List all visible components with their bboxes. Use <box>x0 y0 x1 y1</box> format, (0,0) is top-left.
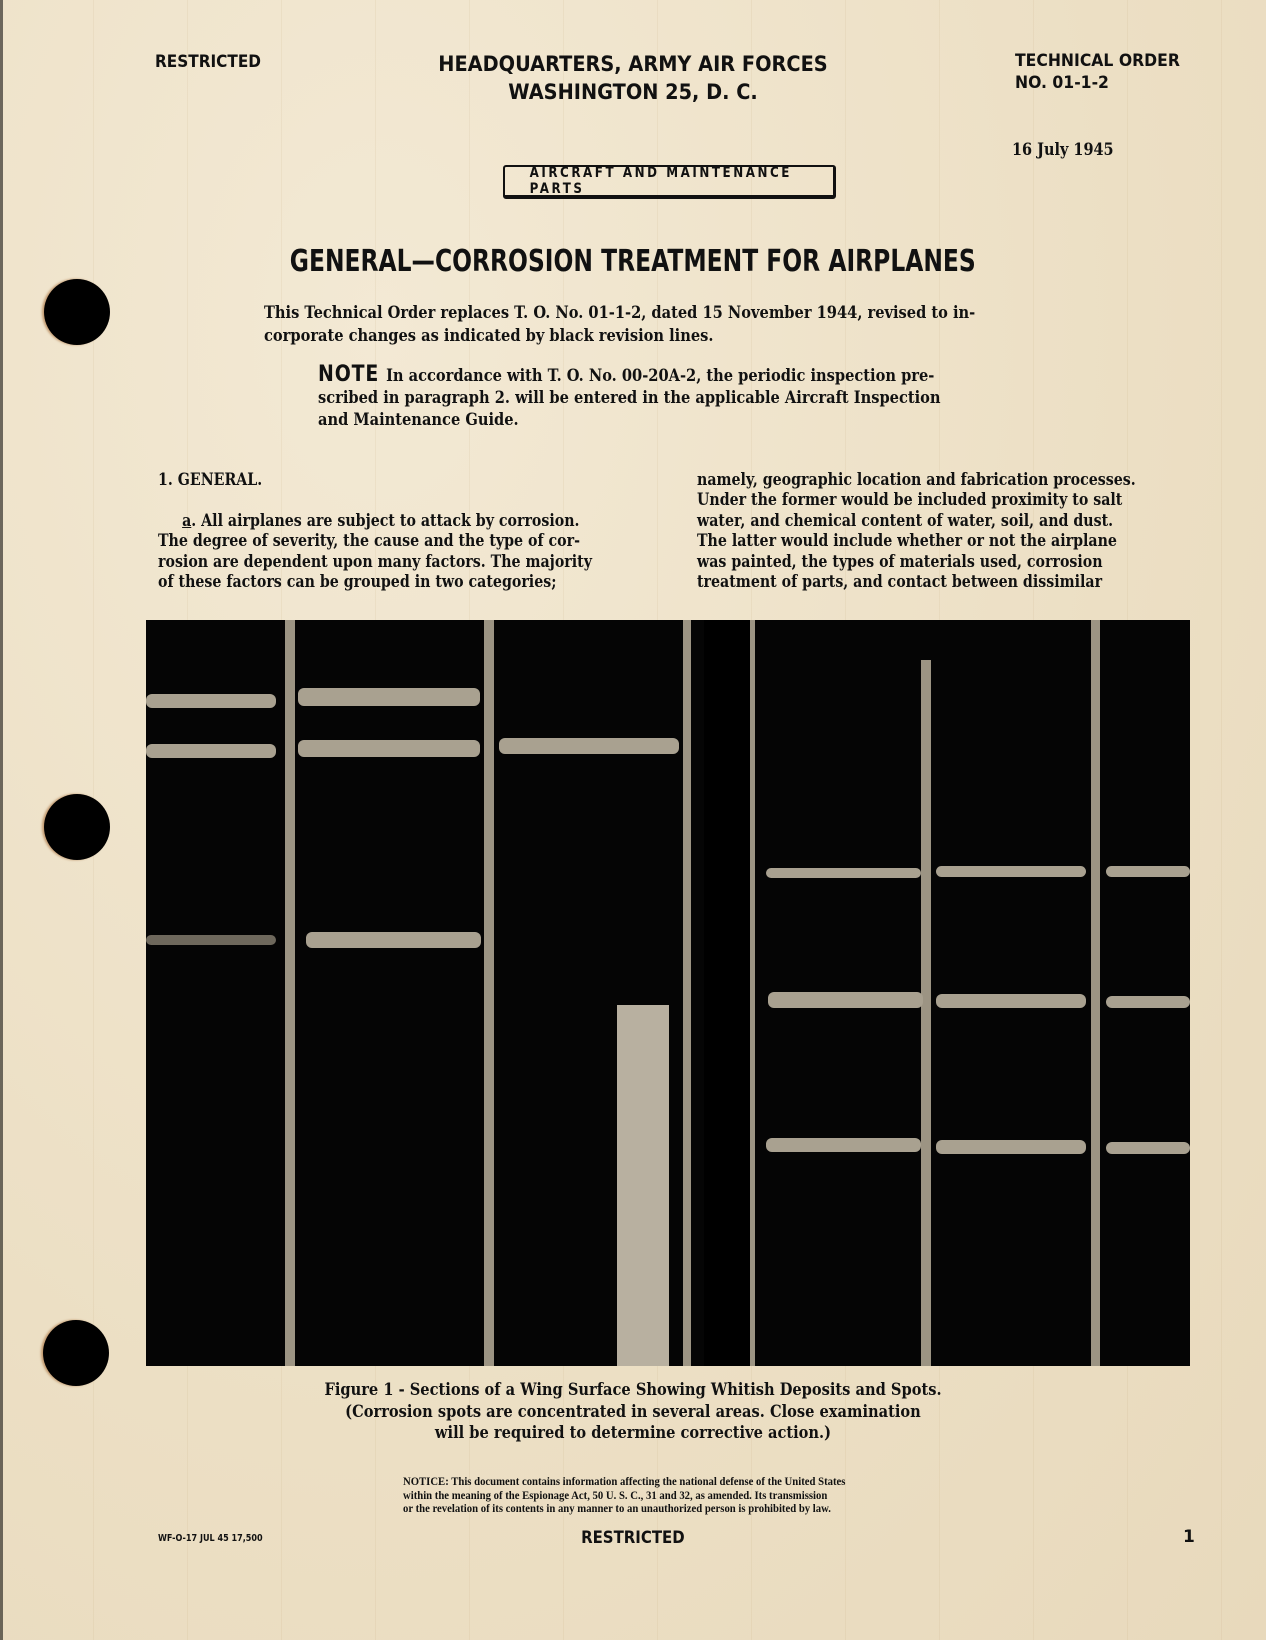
paragraph-a-line-1: a. All airplanes are subject to attack by corrosion. <box>182 510 580 530</box>
paragraph-marker: a <box>182 510 192 530</box>
figure-1-photo <box>146 620 1190 1366</box>
rib <box>146 694 276 708</box>
caption-line-2: (Corrosion spots are concentrated in several areas. Close examination <box>345 1401 921 1422</box>
classification-top: RESTRICTED <box>155 52 261 72</box>
intro-line-2: corporate changes as indicated by black revision lines. <box>264 326 714 346</box>
rib <box>499 738 679 754</box>
rib <box>1106 1142 1190 1154</box>
technical-order-label: TECHNICAL ORDER <box>1015 51 1180 71</box>
note-label: NOTE <box>318 362 380 387</box>
paragraph-a-cont-line-5: was painted, the types of materials used, corrosion <box>697 551 1103 571</box>
section-1-left-column <box>158 470 653 592</box>
section-1-right-column <box>697 470 1192 592</box>
notice-line-2: within the meaning of the Espionage Act, 50 U. S. C., 31 and 32, as amended. Its transmission <box>403 1489 828 1502</box>
issuer-line-2: WASHINGTON 25, D. C. <box>508 80 758 104</box>
paragraph-a-cont-line-2: Under the former would be included proximity to salt <box>697 490 1123 510</box>
paragraph-a-cont-line-3: water, and chemical content of water, soil, and dust. <box>697 510 1114 530</box>
note-block <box>318 364 1058 431</box>
rib <box>766 1138 921 1152</box>
issue-date: 16 July 1945 <box>1012 140 1114 160</box>
binder-hole-bottom <box>43 1320 109 1386</box>
note-text-1: In accordance with T. O. No. 00-20A-2, the periodic inspection pre- <box>386 366 935 386</box>
paragraph-a-cont-line-4: The latter would include whether or not the airplane <box>697 531 1117 551</box>
stringer <box>1091 620 1100 1366</box>
intro-line-1: This Technical Order replaces T. O. No. 01-1-2, dated 15 November 1944, revised to in- <box>264 303 976 323</box>
technical-order-number: NO. 01-1-2 <box>1015 73 1109 93</box>
rib <box>766 868 921 878</box>
section-heading: 1. GENERAL. <box>158 470 263 489</box>
rib <box>146 935 276 945</box>
stringer <box>921 660 931 1366</box>
rib <box>936 1140 1086 1154</box>
rib <box>936 994 1086 1008</box>
notice-line-3: or the revelation of its contents in any manner to an unauthorized person is prohibited by law. <box>403 1503 831 1515</box>
rib <box>146 744 276 758</box>
stringer <box>617 1005 669 1366</box>
espionage-notice <box>403 1476 943 1517</box>
stringer <box>750 620 755 1366</box>
rib <box>298 688 480 706</box>
paragraph-a-line-4: of these factors can be grouped in two categories; <box>158 572 557 592</box>
note-line-2: scribed in paragraph 2. will be entered in the applicable Aircraft Inspection <box>318 388 941 408</box>
classification-bottom: RESTRICTED <box>581 1528 685 1548</box>
panel-gap <box>704 620 752 1366</box>
stringer <box>285 620 295 1366</box>
figure-1-caption <box>0 1380 1266 1445</box>
caption-line-3: will be required to determine corrective action.) <box>434 1423 832 1443</box>
category-label-box <box>503 165 836 199</box>
rib <box>768 992 923 1008</box>
page-number: 1 <box>1183 1527 1195 1547</box>
intro-paragraph <box>264 302 1094 348</box>
page-title <box>0 244 1266 279</box>
blank-line <box>158 490 584 510</box>
rib <box>306 932 481 948</box>
caption-line-1: Figure 1 - Sections of a Wing Surface Showing Whitish Deposits and Spots. <box>324 1380 942 1400</box>
paragraph-a-cont-line-6: treatment of parts, and contact between dissimilar <box>697 572 1103 592</box>
rib <box>1106 866 1190 877</box>
rib <box>298 740 480 757</box>
print-code: WF-O-17 JUL 45 17,500 <box>158 1533 263 1544</box>
technical-order-block <box>1015 50 1194 94</box>
page-title-text: GENERAL—CORROSION TREATMENT FOR AIRPLANES <box>289 244 977 279</box>
stringer <box>683 620 691 1366</box>
issuer-line-1: HEADQUARTERS, ARMY AIR FORCES <box>438 52 828 76</box>
paragraph-a-cont-line-1: namely, geographic location and fabrication processes. <box>697 470 1136 489</box>
stringer <box>484 620 494 1366</box>
paragraph-a-line-3: rosion are dependent upon many factors. The majority <box>158 551 592 571</box>
rib <box>936 866 1086 877</box>
category-label: AIRCRAFT AND MAINTENANCE PARTS <box>529 165 792 197</box>
note-line-1 <box>318 364 954 387</box>
binder-hole-middle <box>44 794 110 860</box>
paragraph-a-line-2: The degree of severity, the cause and the type of cor- <box>158 531 581 551</box>
notice-line-1: NOTICE: This document contains information affecting the national defense of the United States <box>403 1476 846 1488</box>
rib <box>1106 996 1190 1008</box>
binder-hole-top <box>44 279 110 345</box>
note-line-3: and Maintenance Guide. <box>318 410 519 430</box>
